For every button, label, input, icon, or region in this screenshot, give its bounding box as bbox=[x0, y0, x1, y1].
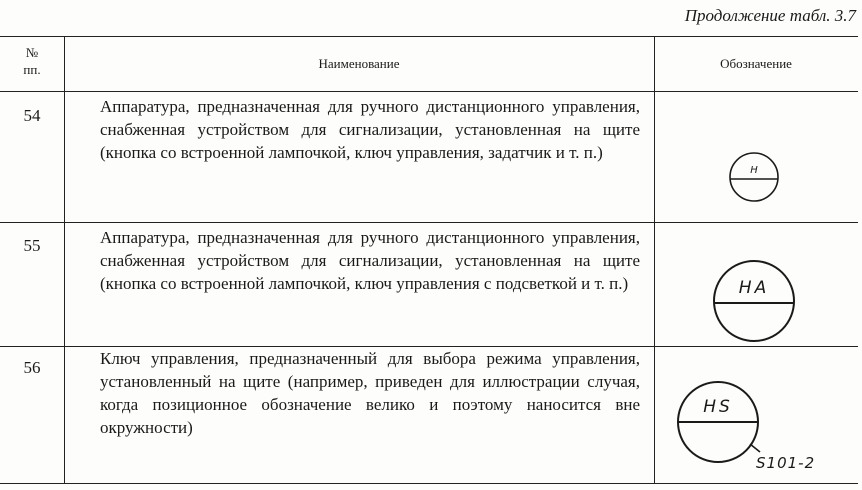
symbol-circle bbox=[714, 261, 794, 341]
outside-position-label: S101-2 bbox=[756, 454, 816, 472]
row-description: Аппаратура, предназначенная для ручного дистанционного управления, снабженная устройством для сигнализации, установленная на щите (кнопка со встроенной лампочкой, ключ управления с подсветкой и т. п.) bbox=[100, 228, 640, 293]
instrument-symbol-hs bbox=[668, 372, 848, 482]
instrument-symbol-ha bbox=[704, 251, 804, 351]
designation-table bbox=[0, 36, 858, 484]
header-designation: Обозначение bbox=[720, 56, 792, 71]
symbol-label: H bbox=[750, 165, 758, 176]
row-description: Ключ управления, предназначенный для выбора режима управления, установленный на щите (например, приведен для иллюстрации случая, когда позиционное обозначение велико и поэтому наносится вне окружности) bbox=[100, 349, 640, 437]
symbol-label: HS bbox=[703, 397, 733, 417]
row-description: Аппаратура, предназначенная для ручного дистанционного управления, снабженная устройством для сигнализации, установленная на щите (кнопка со встроенной лампочкой, ключ управления, задатчик и т. п.) bbox=[100, 97, 640, 162]
symbol-circle bbox=[730, 153, 778, 201]
row-divider-54 bbox=[0, 222, 858, 223]
column-divider-1 bbox=[64, 36, 65, 484]
row-number: 55 bbox=[23, 236, 41, 255]
header-number-line1: № bbox=[25, 45, 39, 60]
row-number: 54 bbox=[23, 106, 41, 125]
header-bottom-rule bbox=[0, 91, 858, 92]
row-number: 56 bbox=[23, 358, 41, 377]
instrument-symbol-h bbox=[724, 147, 784, 207]
header-name: Наименование bbox=[318, 56, 400, 71]
header-number bbox=[0, 44, 64, 78]
leader-line bbox=[750, 444, 760, 452]
table-top-rule bbox=[0, 36, 858, 37]
table-caption: Продолжение табл. 3.7 bbox=[684, 6, 856, 25]
header-number-line2: пп. bbox=[23, 62, 41, 77]
symbol-label: HA bbox=[738, 278, 770, 298]
table-bottom-rule bbox=[0, 483, 858, 484]
column-divider-2 bbox=[654, 36, 655, 484]
